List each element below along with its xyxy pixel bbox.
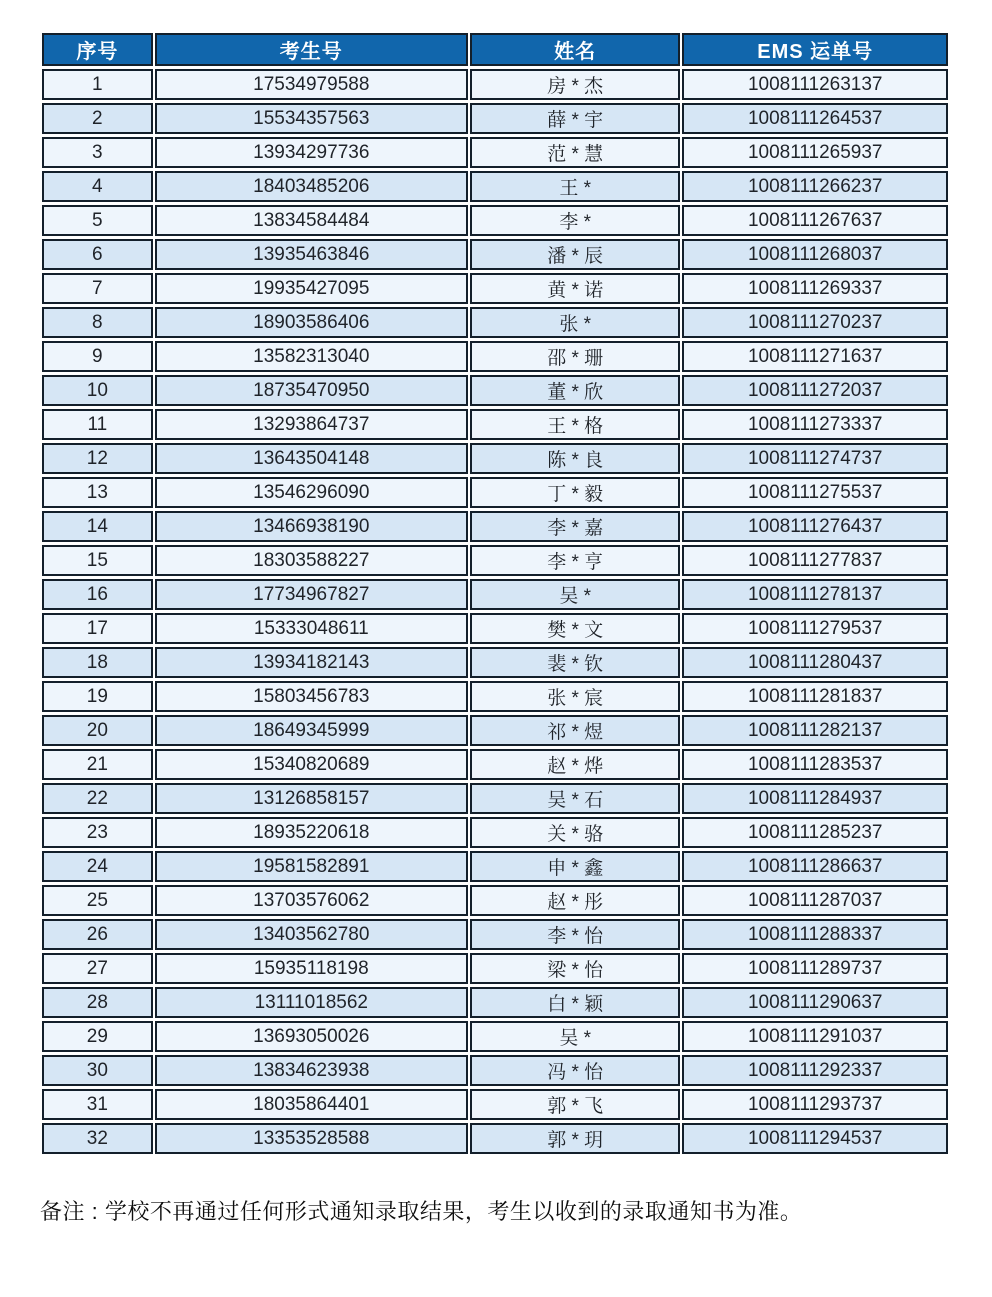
cell-name: 房 * 杰	[470, 69, 681, 100]
table-row	[42, 817, 948, 848]
table-row	[42, 851, 948, 882]
cell-ems-no: 1008111267637	[682, 205, 948, 236]
cell-name: 李 * 嘉	[470, 511, 681, 542]
cell-serial: 4	[42, 171, 153, 202]
cell-serial: 5	[42, 205, 153, 236]
cell-candidate-no: 18649345999	[155, 715, 468, 746]
table-row	[42, 69, 948, 100]
table-row	[42, 783, 948, 814]
cell-candidate-no: 15803456783	[155, 681, 468, 712]
cell-serial: 7	[42, 273, 153, 304]
cell-name: 吴 * 石	[470, 783, 681, 814]
cell-candidate-no: 13834584484	[155, 205, 468, 236]
table-header	[42, 33, 948, 66]
cell-ems-no: 1008111279537	[682, 613, 948, 644]
cell-name: 冯 * 怡	[470, 1055, 681, 1086]
cell-candidate-no: 17734967827	[155, 579, 468, 610]
cell-name: 董 * 欣	[470, 375, 681, 406]
cell-candidate-no: 13934182143	[155, 647, 468, 678]
cell-serial: 26	[42, 919, 153, 950]
cell-ems-no: 1008111289737	[682, 953, 948, 984]
cell-candidate-no: 18735470950	[155, 375, 468, 406]
cell-name: 王 *	[470, 171, 681, 202]
cell-candidate-no: 18303588227	[155, 545, 468, 576]
cell-candidate-no: 13693050026	[155, 1021, 468, 1052]
cell-name: 吴 *	[470, 1021, 681, 1052]
table-row	[42, 511, 948, 542]
column-header-ems-no: EMS 运单号	[682, 33, 948, 66]
table-row	[42, 1055, 948, 1086]
cell-name: 申 * 鑫	[470, 851, 681, 882]
cell-name: 薛 * 宇	[470, 103, 681, 134]
table-body	[42, 69, 948, 1154]
cell-ems-no: 1008111294537	[682, 1123, 948, 1154]
table-row	[42, 477, 948, 508]
cell-candidate-no: 13546296090	[155, 477, 468, 508]
cell-candidate-no: 17534979588	[155, 69, 468, 100]
table-row	[42, 205, 948, 236]
cell-serial: 2	[42, 103, 153, 134]
table-row	[42, 273, 948, 304]
table-row	[42, 341, 948, 372]
cell-serial: 15	[42, 545, 153, 576]
cell-candidate-no: 13643504148	[155, 443, 468, 474]
cell-ems-no: 1008111268037	[682, 239, 948, 270]
table-row	[42, 103, 948, 134]
column-header-candidate-no: 考生号	[155, 33, 468, 66]
cell-candidate-no: 15333048611	[155, 613, 468, 644]
table-row	[42, 409, 948, 440]
cell-name: 张 * 宸	[470, 681, 681, 712]
cell-serial: 6	[42, 239, 153, 270]
cell-ems-no: 1008111282137	[682, 715, 948, 746]
table-row	[42, 919, 948, 950]
cell-candidate-no: 13934297736	[155, 137, 468, 168]
cell-serial: 10	[42, 375, 153, 406]
cell-candidate-no: 18935220618	[155, 817, 468, 848]
cell-serial: 1	[42, 69, 153, 100]
cell-ems-no: 1008111274737	[682, 443, 948, 474]
cell-candidate-no: 19935427095	[155, 273, 468, 304]
cell-candidate-no: 15534357563	[155, 103, 468, 134]
cell-candidate-no: 13293864737	[155, 409, 468, 440]
cell-ems-no: 1008111273337	[682, 409, 948, 440]
cell-ems-no: 1008111291037	[682, 1021, 948, 1052]
cell-name: 关 * 骆	[470, 817, 681, 848]
table-row	[42, 953, 948, 984]
table-row	[42, 307, 948, 338]
cell-ems-no: 1008111277837	[682, 545, 948, 576]
cell-name: 赵 * 烨	[470, 749, 681, 780]
cell-name: 李 * 亨	[470, 545, 681, 576]
cell-candidate-no: 13935463846	[155, 239, 468, 270]
header-row	[42, 33, 948, 66]
cell-ems-no: 1008111270237	[682, 307, 948, 338]
table-row	[42, 885, 948, 916]
cell-ems-no: 1008111290637	[682, 987, 948, 1018]
cell-candidate-no: 19581582891	[155, 851, 468, 882]
table-row	[42, 375, 948, 406]
cell-serial: 3	[42, 137, 153, 168]
cell-candidate-no: 15935118198	[155, 953, 468, 984]
cell-ems-no: 1008111265937	[682, 137, 948, 168]
cell-serial: 16	[42, 579, 153, 610]
cell-ems-no: 1008111284937	[682, 783, 948, 814]
cell-ems-no: 1008111280437	[682, 647, 948, 678]
cell-candidate-no: 13582313040	[155, 341, 468, 372]
cell-ems-no: 1008111285237	[682, 817, 948, 848]
table-row	[42, 613, 948, 644]
cell-name: 王 * 格	[470, 409, 681, 440]
cell-ems-no: 1008111275537	[682, 477, 948, 508]
cell-name: 裴 * 钦	[470, 647, 681, 678]
cell-ems-no: 1008111286637	[682, 851, 948, 882]
cell-serial: 21	[42, 749, 153, 780]
cell-serial: 30	[42, 1055, 153, 1086]
cell-name: 李 * 怡	[470, 919, 681, 950]
cell-name: 陈 * 良	[470, 443, 681, 474]
cell-name: 郭 * 飞	[470, 1089, 681, 1120]
cell-name: 郭 * 玥	[470, 1123, 681, 1154]
cell-name: 张 *	[470, 307, 681, 338]
table-row	[42, 239, 948, 270]
cell-ems-no: 1008111271637	[682, 341, 948, 372]
cell-candidate-no: 13353528588	[155, 1123, 468, 1154]
cell-ems-no: 1008111278137	[682, 579, 948, 610]
cell-name: 吴 *	[470, 579, 681, 610]
cell-serial: 24	[42, 851, 153, 882]
table-row	[42, 1123, 948, 1154]
cell-serial: 19	[42, 681, 153, 712]
cell-candidate-no: 13703576062	[155, 885, 468, 916]
cell-name: 范 * 慧	[470, 137, 681, 168]
cell-name: 李 *	[470, 205, 681, 236]
cell-ems-no: 1008111264537	[682, 103, 948, 134]
cell-serial: 23	[42, 817, 153, 848]
cell-name: 白 * 颖	[470, 987, 681, 1018]
footer-note: 备注 : 学校不再通过任何形式通知录取结果，考生以收到的录取通知书为准。	[40, 1199, 803, 1224]
cell-serial: 13	[42, 477, 153, 508]
cell-serial: 25	[42, 885, 153, 916]
table-row	[42, 545, 948, 576]
cell-ems-no: 1008111288337	[682, 919, 948, 950]
cell-serial: 28	[42, 987, 153, 1018]
cell-candidate-no: 18035864401	[155, 1089, 468, 1120]
cell-serial: 27	[42, 953, 153, 984]
cell-serial: 14	[42, 511, 153, 542]
ems-tracking-table	[40, 30, 950, 1157]
cell-candidate-no: 13111018562	[155, 987, 468, 1018]
cell-ems-no: 1008111293737	[682, 1089, 948, 1120]
cell-candidate-no: 13466938190	[155, 511, 468, 542]
cell-candidate-no: 13403562780	[155, 919, 468, 950]
cell-candidate-no: 13126858157	[155, 783, 468, 814]
cell-serial: 20	[42, 715, 153, 746]
cell-serial: 8	[42, 307, 153, 338]
cell-candidate-no: 13834623938	[155, 1055, 468, 1086]
cell-serial: 18	[42, 647, 153, 678]
cell-serial: 9	[42, 341, 153, 372]
cell-name: 梁 * 怡	[470, 953, 681, 984]
cell-ems-no: 1008111281837	[682, 681, 948, 712]
cell-ems-no: 1008111287037	[682, 885, 948, 916]
cell-name: 赵 * 彤	[470, 885, 681, 916]
table-row	[42, 137, 948, 168]
cell-name: 丁 * 毅	[470, 477, 681, 508]
table-row	[42, 1021, 948, 1052]
cell-ems-no: 1008111266237	[682, 171, 948, 202]
column-header-serial: 序号	[42, 33, 153, 66]
cell-name: 潘 * 辰	[470, 239, 681, 270]
cell-ems-no: 1008111276437	[682, 511, 948, 542]
cell-name: 黄 * 诺	[470, 273, 681, 304]
table-row	[42, 579, 948, 610]
cell-serial: 31	[42, 1089, 153, 1120]
cell-ems-no: 1008111269337	[682, 273, 948, 304]
table-row	[42, 647, 948, 678]
cell-serial: 32	[42, 1123, 153, 1154]
cell-candidate-no: 15340820689	[155, 749, 468, 780]
cell-ems-no: 1008111263137	[682, 69, 948, 100]
cell-serial: 22	[42, 783, 153, 814]
table-row	[42, 171, 948, 202]
table-row	[42, 1089, 948, 1120]
cell-serial: 29	[42, 1021, 153, 1052]
cell-name: 邵 * 珊	[470, 341, 681, 372]
column-header-name: 姓名	[470, 33, 681, 66]
table-row	[42, 681, 948, 712]
table-row	[42, 749, 948, 780]
cell-name: 樊 * 文	[470, 613, 681, 644]
cell-ems-no: 1008111272037	[682, 375, 948, 406]
cell-candidate-no: 18403485206	[155, 171, 468, 202]
cell-serial: 11	[42, 409, 153, 440]
cell-ems-no: 1008111292337	[682, 1055, 948, 1086]
cell-serial: 17	[42, 613, 153, 644]
table-row	[42, 987, 948, 1018]
table-row	[42, 715, 948, 746]
table-row	[42, 443, 948, 474]
cell-candidate-no: 18903586406	[155, 307, 468, 338]
cell-serial: 12	[42, 443, 153, 474]
cell-name: 祁 * 煜	[470, 715, 681, 746]
cell-ems-no: 1008111283537	[682, 749, 948, 780]
